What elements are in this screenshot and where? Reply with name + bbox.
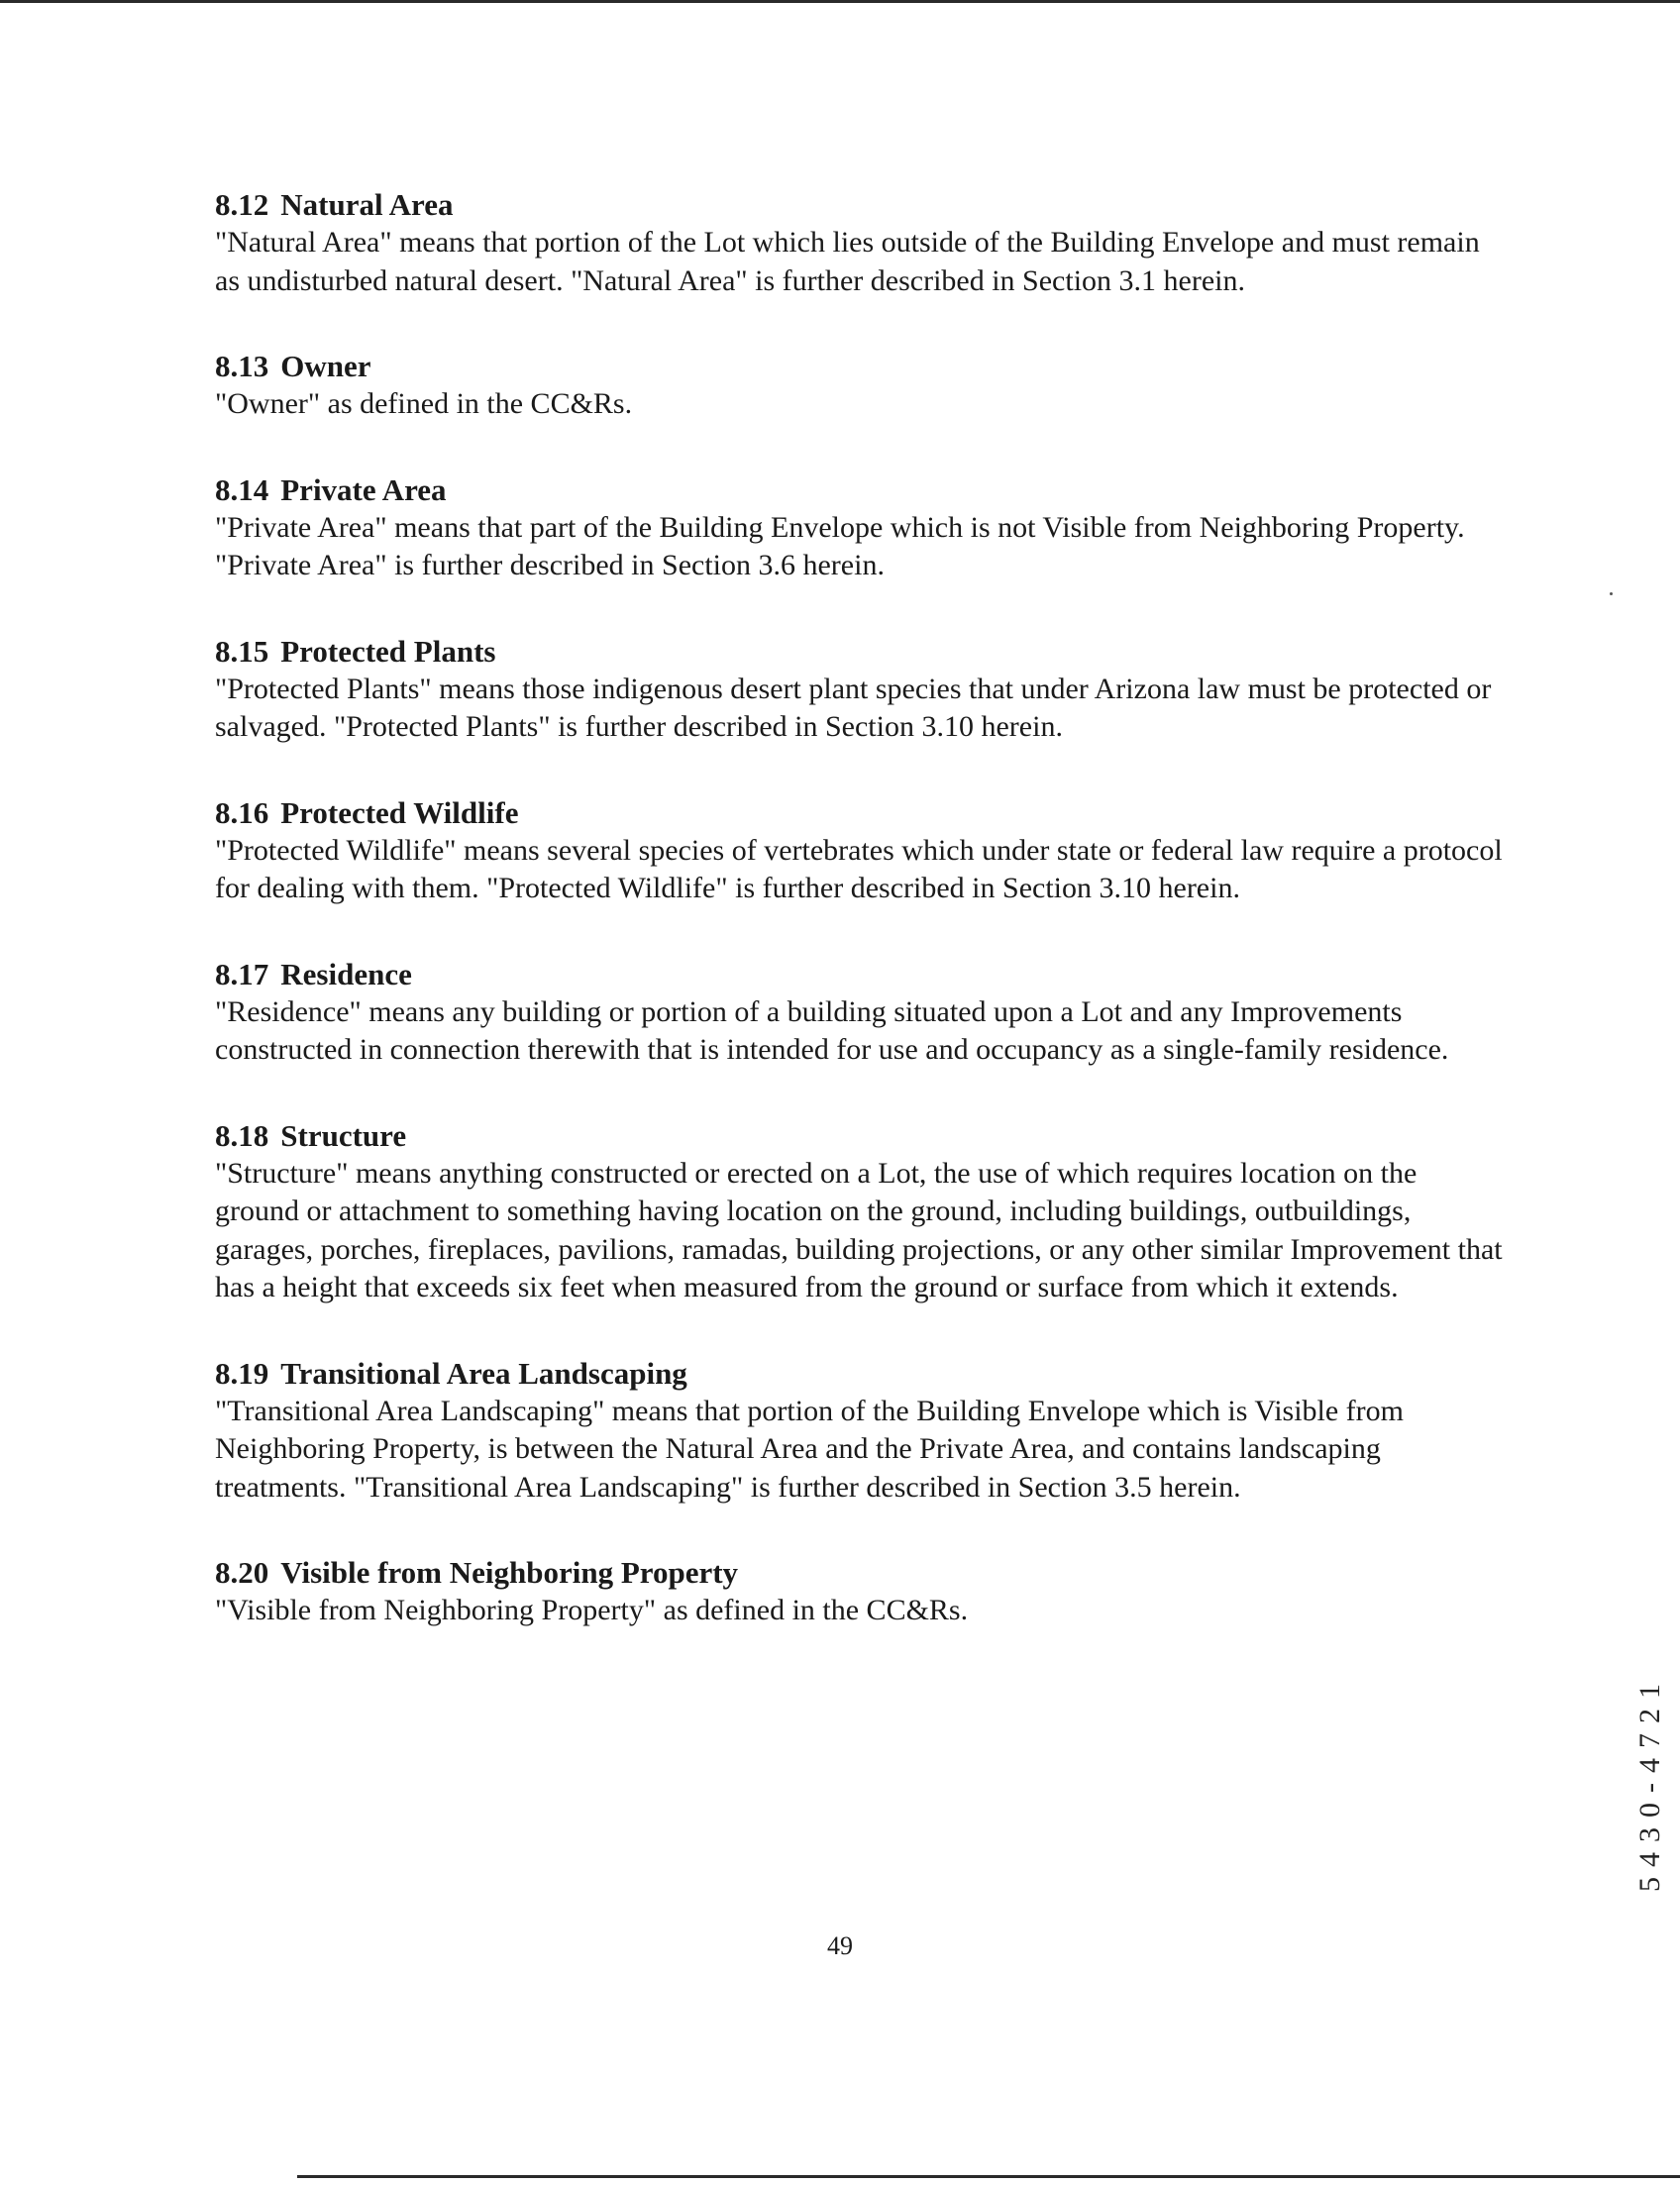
margin-stamp-text: 5430-4721: [1633, 1674, 1666, 1892]
section-heading: [215, 1117, 1503, 1155]
section-number: 8.15: [215, 633, 269, 669]
section-title: Owner: [280, 349, 371, 383]
section-body: "Residence" means any building or portion of a building situated upon a Lot and any Improvements constructed in connection therewith that is intended for use and occupancy as a single-family residence.: [215, 994, 1449, 1066]
section-8-14: [215, 471, 1503, 585]
document-page: [215, 186, 1503, 1678]
section-number: 8.19: [215, 1355, 269, 1391]
section-number: 8.12: [215, 187, 269, 222]
section-8-19: [215, 1355, 1503, 1508]
scan-top-edge: [0, 0, 1680, 3]
section-heading: [215, 633, 1503, 671]
section-title: Transitional Area Landscaping: [280, 1355, 687, 1391]
section-title: Protected Plants: [280, 633, 496, 669]
section-8-15: [215, 633, 1503, 747]
section-title: Structure: [280, 1117, 407, 1153]
section-8-16: [215, 794, 1503, 908]
section-number: 8.13: [215, 349, 269, 383]
section-title: Visible from Neighboring Property: [280, 1555, 739, 1590]
section-body: "Owner" as defined in the CC&Rs.: [215, 387, 633, 420]
section-body: "Protected Wildlife" means several species of vertebrates which under state or federal law require a protocol for dealing with them. "Protected Wildlife" is further described in Section 3.10 herein.: [215, 833, 1503, 904]
section-number: 8.17: [215, 956, 269, 991]
section-number: 8.14: [215, 471, 269, 507]
section-title: Natural Area: [280, 187, 454, 222]
page-number: 49: [827, 1931, 853, 1960]
section-heading: [215, 1355, 1503, 1393]
section-heading: [215, 956, 1503, 993]
section-body: "Private Area" means that part of the Building Envelope which is not Visible from Neighboring Property. "Private Area" is further described in Section 3.6 herein.: [215, 510, 1465, 581]
section-8-12: [215, 186, 1503, 300]
margin-stamp-numbers: [1621, 1575, 1666, 1902]
section-number: 8.20: [215, 1555, 269, 1590]
section-body: "Visible from Neighboring Property" as defined in the CC&Rs.: [215, 1594, 969, 1626]
section-title: Residence: [280, 956, 412, 991]
section-heading: [215, 348, 1503, 385]
section-number: 8.16: [215, 794, 269, 830]
section-body: "Transitional Area Landscaping" means that portion of the Building Envelope which is Visible from Neighboring Property, is between the Natural Area and the Private Area, and contains landscaping treatments. "Transitional Area Landscaping" is further described in Section 3.5 herein.: [215, 1394, 1404, 1504]
scan-speck: [1610, 592, 1613, 595]
section-body: "Natural Area" means that portion of the Lot which lies outside of the Building Envelope and must remain as undisturbed natural desert. "Natural Area" is further described in Section 3.1 herein.: [215, 226, 1480, 297]
section-8-20: [215, 1554, 1503, 1630]
section-8-17: [215, 956, 1503, 1070]
section-heading: [215, 186, 1503, 224]
section-heading: [215, 471, 1503, 509]
section-8-13: [215, 348, 1503, 424]
section-8-18: [215, 1117, 1503, 1307]
section-body: "Protected Plants" means those indigenous desert plant species that under Arizona law must be protected or salvaged. "Protected Plants" is further described in Section 3.10 herein.: [215, 672, 1492, 743]
scan-bottom-edge: [297, 2175, 1680, 2178]
section-title: Private Area: [280, 471, 447, 507]
section-heading: [215, 794, 1503, 832]
section-heading: [215, 1554, 1503, 1592]
section-body: "Structure" means anything constructed or erected on a Lot, the use of which requires location on the ground or attachment to something having location on the ground, including buildings, outbuildings, garages, porches, fireplaces, pavilions, ramadas, building projections, or any other similar Improvement that has a height that exceeds six feet when measured from the ground or surface from which it extends.: [215, 1156, 1503, 1303]
section-title: Protected Wildlife: [280, 794, 519, 830]
section-number: 8.18: [215, 1117, 269, 1153]
